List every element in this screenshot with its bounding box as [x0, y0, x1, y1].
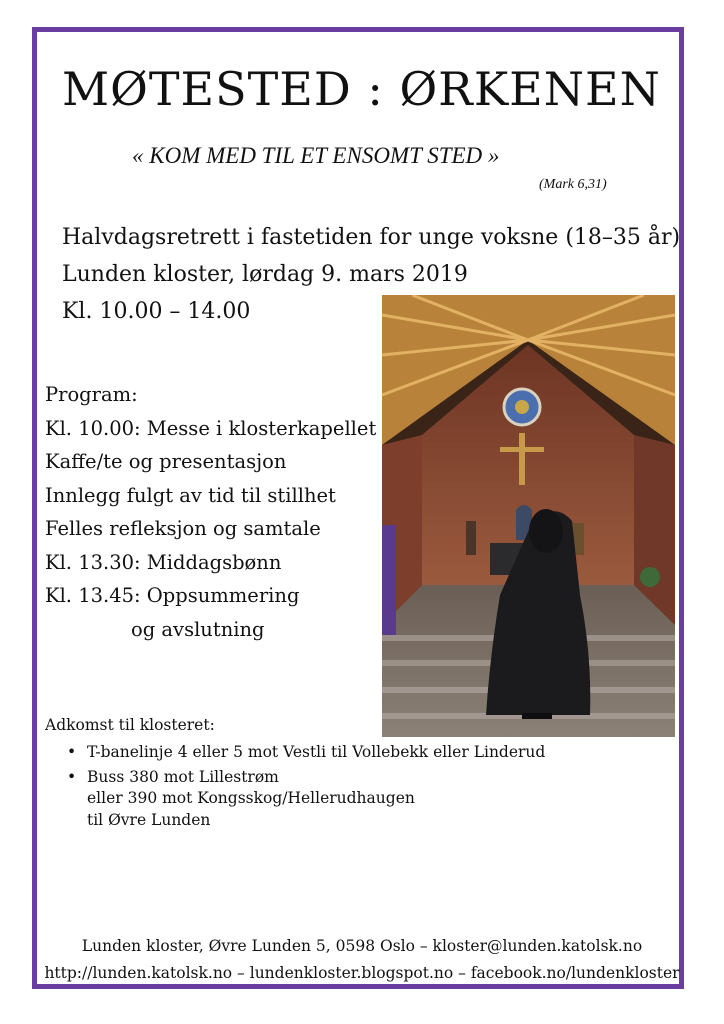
program-section	[45, 378, 376, 646]
list-item	[67, 742, 546, 764]
directions-bus-line1: Buss 380 mot Lillestrøm	[87, 767, 279, 786]
program-item: og avslutning	[131, 617, 265, 641]
program-item: Felles refleksjon og samtale	[45, 517, 321, 540]
directions-section	[45, 716, 545, 834]
poster-subtitle: « KOM MED TIL ET ENSOMT STED »	[132, 143, 500, 168]
footer-address: Lunden kloster, Øvre Lunden 5, 0598 Oslo – kloster@lunden.katolsk.no	[81, 937, 643, 955]
directions-list	[45, 742, 545, 831]
program-heading: Program:	[45, 383, 138, 406]
retreat-time: Kl. 10.00 – 14.00	[62, 299, 251, 324]
program-item: Kl. 13.30: Middagsbønn	[45, 550, 282, 574]
directions-metro: T-banelinje 4 eller 5 mot Vestli til Vollebekk eller Linderud	[87, 743, 546, 761]
directions-bus-line3: til Øvre Lunden	[87, 810, 211, 829]
directions-bus-line2: eller 390 mot Kongsskog/Hellerudhaugen	[87, 789, 415, 807]
retreat-location-date: Lunden kloster, lørdag 9. mars 2019	[62, 262, 468, 287]
list-item	[67, 767, 545, 832]
program-item: Innlegg fulgt av tid til stillhet	[45, 483, 336, 507]
poster-title: MØTESTED : ØRKENEN	[62, 62, 661, 116]
directions-heading: Adkomst til klosteret:	[45, 716, 215, 734]
program-item: Kaffe/te og presentasjon	[45, 450, 287, 473]
program-item: Kl. 13.45: Oppsummering	[45, 584, 300, 607]
bullet-icon: •	[67, 767, 77, 786]
chapel-photo	[382, 295, 675, 737]
program-item: Kl. 10.00: Messe i klosterkapellet	[45, 416, 377, 440]
footer-links: http://lunden.katolsk.no – lundenkloster.blogspot.no – facebook.no/lundenkloster	[44, 964, 680, 982]
chapel-photo-illustration	[382, 295, 675, 737]
scripture-reference: (Mark 6,31)	[539, 177, 607, 192]
retreat-description: Halvdagsretrett i fastetiden for unge voksne (18–35 år)	[62, 225, 681, 250]
bullet-icon: •	[67, 743, 77, 761]
